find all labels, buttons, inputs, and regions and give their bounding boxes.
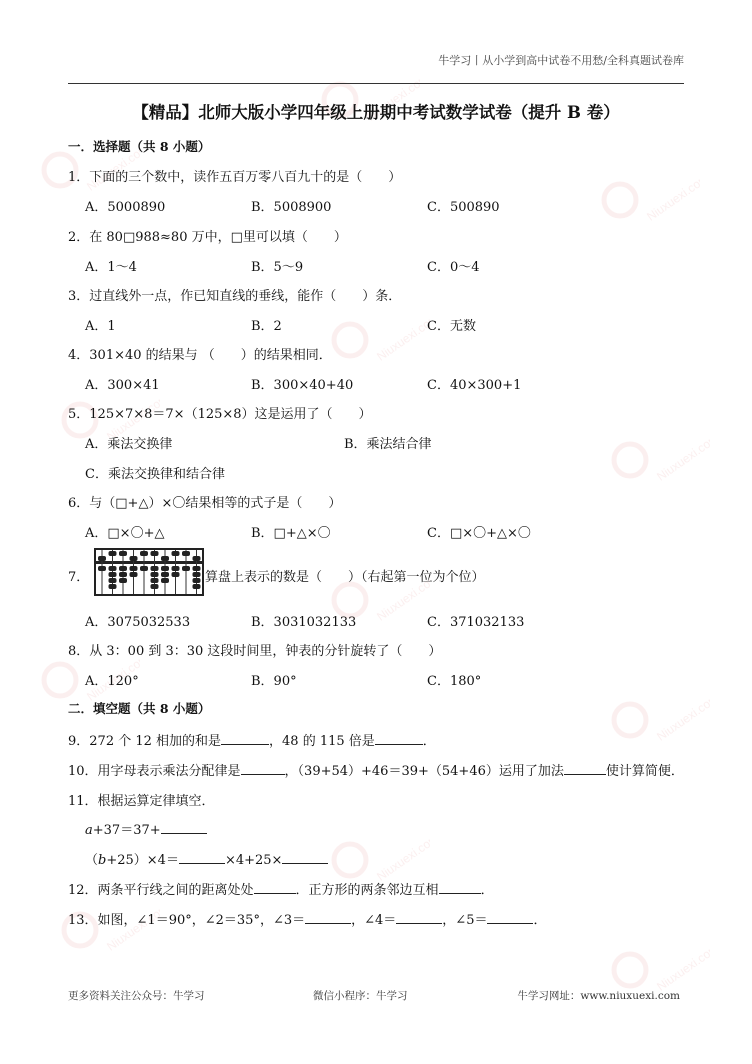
svg-text:Niuxuexi.com: Niuxuexi.com	[374, 570, 430, 624]
watermark-stamp	[330, 300, 430, 380]
q11-line2-text-b: ×4+25×	[224, 853, 283, 868]
watermark-stamp	[610, 420, 710, 500]
question-11: 11．根据运算定律填空．	[68, 794, 215, 809]
abacus-lower-bead	[161, 566, 169, 571]
header-tagline: 牛学习丨从小学到高中试卷不用愁/全科真题试卷库	[438, 54, 684, 67]
abacus-lower-bead	[119, 566, 127, 571]
section-heading-choice: 一．选择题（共 8 小题）	[68, 139, 211, 154]
abacus-lower-bead	[140, 566, 148, 571]
q2-option-a: A．1～4	[85, 260, 137, 275]
svg-text:Niuxuexi.com: Niuxuexi.com	[84, 650, 140, 704]
abacus-lower-bead	[151, 578, 159, 583]
abacus-upper-bead	[161, 556, 169, 561]
q13-blank-3[interactable]	[487, 911, 533, 924]
abacus-lower-bead	[130, 566, 138, 571]
q11-var-a: a	[85, 823, 93, 838]
q11-blank-2[interactable]	[179, 851, 225, 864]
document-title: 【精品】北师大版小学四年级上册期中考试数学试卷（提升 B 卷）	[132, 103, 620, 122]
watermark-stamp	[60, 890, 160, 970]
svg-text:Niuxuexi.com: Niuxuexi.com	[654, 430, 710, 484]
q12-text-a: 12．两条平行线之间的距离处处	[68, 883, 254, 898]
q12-text-b: ．正方形的两条邻边互相	[295, 883, 439, 898]
question-13	[68, 909, 546, 928]
abacus-lower-bead	[193, 572, 201, 577]
q10-text-b: ，（39+54）+46＝39+（54+46）运用了加法	[284, 764, 564, 779]
q13-blank-2[interactable]	[396, 911, 442, 924]
question-6: 6．与（□+△）×〇结果相等的式子是（ ）	[68, 496, 342, 511]
question-8: 8．从 3：00 到 3：30 这段时间里，钟表的分针旋转了（ ）	[68, 644, 442, 659]
q12-blank-1[interactable]	[254, 881, 296, 894]
abacus-lower-bead	[193, 578, 201, 583]
svg-text:Niuxuexi.com: Niuxuexi.com	[644, 170, 700, 224]
abacus-lower-bead	[193, 584, 201, 589]
abacus-lower-bead	[109, 566, 117, 571]
abacus-lower-bead	[182, 566, 190, 571]
footer-mini-program: 微信小程序：牛学习	[313, 990, 408, 1002]
q6-option-a: A．□×〇+△	[85, 526, 165, 541]
q8-option-a: A．120°	[85, 674, 139, 689]
abacus-lower-bead	[151, 566, 159, 571]
q4-option-b: B．300×40+40	[251, 378, 354, 393]
question-7: 算盘上表示的数是（ ）（右起第一位为个位）	[205, 570, 485, 585]
abacus-lower-bead	[109, 584, 117, 589]
q3-option-a: A．1	[85, 319, 116, 334]
q4-option-c: C．40×300+1	[427, 378, 522, 393]
abacus-upper-bead	[109, 551, 117, 556]
abacus-upper-bead	[193, 556, 201, 561]
q11-line-2	[85, 849, 328, 868]
footer-wechat-account: 更多资料关注公众号：牛学习	[68, 990, 205, 1002]
question-2: 2．在 80□988≈80 万中，□里可以填（ ）	[68, 230, 347, 245]
q1-option-a: A．5000890	[85, 200, 166, 215]
q11-blank-3[interactable]	[282, 851, 328, 864]
q11-line2-open: （	[85, 853, 99, 868]
q3-option-b: B．2	[251, 319, 282, 334]
q9-text-a: 9．272 个 12 相加的和是	[68, 734, 222, 749]
question-4: 4．301×40 的结果与 （ ）的结果相同．	[68, 348, 332, 363]
abacus-lower-bead	[98, 566, 106, 571]
abacus-upper-bead	[130, 556, 138, 561]
q12-text-c: ．	[480, 883, 494, 898]
abacus-image	[94, 547, 204, 597]
svg-text:Niuxuexi.com: Niuxuexi.com	[364, 70, 420, 124]
q8-option-b: B．90°	[251, 674, 297, 689]
abacus-lower-bead	[161, 578, 169, 583]
q11-line2-text-a: +25）×4＝	[106, 853, 179, 868]
question-1: 1．下面的三个数中，读作五百万零八百九十的是（ ）	[68, 170, 402, 185]
abacus-lower-bead	[172, 572, 180, 577]
abacus-lower-bead	[151, 584, 159, 589]
q9-blank-2[interactable]	[375, 732, 423, 745]
q5-option-b: B．乘法结合律	[344, 437, 432, 452]
q4-option-a: A．300×41	[85, 378, 160, 393]
q11-line-1	[85, 819, 207, 838]
abacus-lower-bead	[193, 566, 201, 571]
abacus-lower-bead	[172, 566, 180, 571]
question-7-number: 7．	[68, 570, 90, 585]
svg-text:Niuxuexi.com: Niuxuexi.com	[374, 830, 430, 884]
q9-blank-1[interactable]	[221, 732, 269, 745]
question-5: 5．125×7×8＝7×（125×8）这是运用了（ ）	[68, 407, 372, 422]
question-12	[68, 879, 494, 898]
q13-blank-1[interactable]	[305, 911, 351, 924]
q7-option-b: B．3031032133	[251, 615, 357, 630]
svg-text:Niuxuexi.com: Niuxuexi.com	[84, 140, 140, 194]
q7-option-a: A．3075032533	[85, 615, 191, 630]
q5-option-c: C．乘法交换律和结合律	[85, 467, 225, 482]
watermark-stamp	[600, 160, 700, 240]
q13-text-a: 13．如图，∠1＝90°，∠2＝35°，∠3＝	[68, 913, 306, 928]
q8-option-c: C．180°	[427, 674, 482, 689]
q7-option-c: C．371032133	[427, 615, 525, 630]
abacus-upper-bead	[98, 556, 106, 561]
abacus-lower-bead	[109, 572, 117, 577]
q12-blank-2[interactable]	[439, 881, 481, 894]
section-heading-fill: 二．填空题（共 8 小题）	[68, 701, 211, 716]
abacus-upper-bead	[119, 551, 127, 556]
abacus-lower-bead	[119, 572, 127, 577]
q6-option-c: C．□×〇+△×〇	[427, 526, 531, 541]
abacus-upper-bead	[182, 551, 190, 556]
abacus-lower-bead	[130, 572, 138, 577]
footer-website-link[interactable]: 牛学习网址：www.niuxuexi.com	[517, 990, 680, 1002]
q2-option-c: C．0～4	[427, 260, 480, 275]
q6-option-b: B．□+△×〇	[251, 526, 331, 541]
q11-line1-text: +37＝37+	[92, 823, 161, 838]
abacus-lower-bead	[151, 572, 159, 577]
abacus-upper-bead	[172, 551, 180, 556]
q9-text-c: ．	[422, 734, 436, 749]
svg-text:Niuxuexi.com: Niuxuexi.com	[654, 940, 710, 994]
abacus-lower-bead	[119, 578, 127, 583]
question-10	[68, 760, 684, 779]
question-9	[68, 730, 436, 749]
question-3: 3．过直线外一点，作已知直线的垂线，能作（ ）条．	[68, 289, 402, 304]
abacus-upper-bead	[151, 551, 159, 556]
svg-text:Niuxuexi.com: Niuxuexi.com	[104, 900, 160, 954]
q2-option-b: B．5～9	[251, 260, 304, 275]
svg-text:Niuxuexi.com: Niuxuexi.com	[104, 390, 160, 444]
q13-text-c: ，∠5＝	[442, 913, 488, 928]
header-divider	[68, 83, 684, 84]
watermark-stamp	[610, 680, 710, 760]
abacus-lower-bead	[161, 572, 169, 577]
q9-text-b: ，48 的 115 倍是	[269, 734, 375, 749]
svg-text:Niuxuexi.com: Niuxuexi.com	[654, 690, 710, 744]
q5-option-a: A．乘法交换律	[85, 437, 173, 452]
q1-option-b: B．5008900	[251, 200, 332, 215]
q10-blank-1[interactable]	[241, 762, 285, 775]
svg-text:Niuxuexi.com: Niuxuexi.com	[374, 310, 430, 364]
q11-blank-1[interactable]	[161, 821, 207, 834]
q10-text-c: 使计算简便．	[605, 764, 684, 779]
q10-blank-2[interactable]	[564, 762, 606, 775]
q1-option-c: C．500890	[427, 200, 500, 215]
q3-option-c: C．无数	[427, 319, 476, 334]
abacus-upper-bead	[140, 551, 148, 556]
q10-text-a: 10．用字母表示乘法分配律是	[68, 764, 241, 779]
q13-text-b: ，∠4＝	[351, 913, 397, 928]
abacus-lower-bead	[109, 578, 117, 583]
q13-text-d: ．	[533, 913, 547, 928]
q11-var-b: b	[98, 853, 107, 868]
